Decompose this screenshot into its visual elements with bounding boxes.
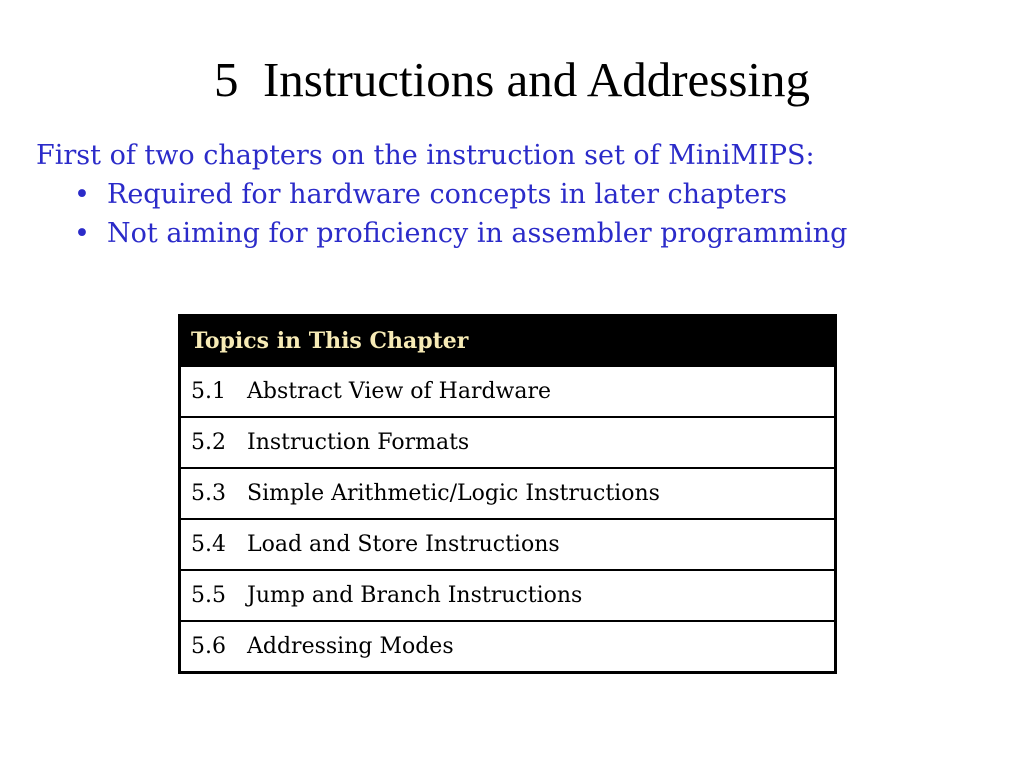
bullet-text: Required for hardware concepts in later chapters [107,179,788,211]
table-cell [180,621,836,673]
intro-bullet-item [74,214,847,253]
table-cell [180,468,836,519]
table-row [180,570,836,621]
table-cell [180,366,836,417]
intro-lead: First of two chapters on the instruction set of MiniMIPS: [36,140,815,171]
intro-bullet-list [36,175,847,253]
slide-title: 5 Instructions and Addressing [213,52,811,107]
section-title: Addressing Modes [247,634,454,659]
section-title: Abstract View of Hardware [247,379,552,404]
table-cell [180,519,836,570]
table-cell [180,417,836,468]
table-row [180,519,836,570]
bullet-icon: • [74,218,90,250]
topics-table-header-row [180,316,836,367]
section-number: 5.3 [191,481,226,506]
topics-table [178,314,837,674]
table-cell [180,570,836,621]
bullet-text: Not aiming for proficiency in assembler programming [107,218,848,250]
section-title: Instruction Formats [247,430,470,455]
intro-block [36,136,847,253]
topics-table-header: Topics in This Chapter [180,316,836,367]
section-title: Load and Store Instructions [247,532,560,557]
section-number: 5.2 [191,430,226,455]
table-row [180,468,836,519]
intro-bullet-item [74,175,847,214]
table-row [180,417,836,468]
bullet-icon: • [74,179,90,211]
section-number: 5.5 [191,583,226,608]
section-number: 5.6 [191,634,226,659]
section-number: 5.4 [191,532,226,557]
section-number: 5.1 [191,379,226,404]
table-row [180,621,836,673]
table-row [180,366,836,417]
section-title: Jump and Branch Instructions [247,583,583,608]
section-title: Simple Arithmetic/Logic Instructions [247,481,660,506]
